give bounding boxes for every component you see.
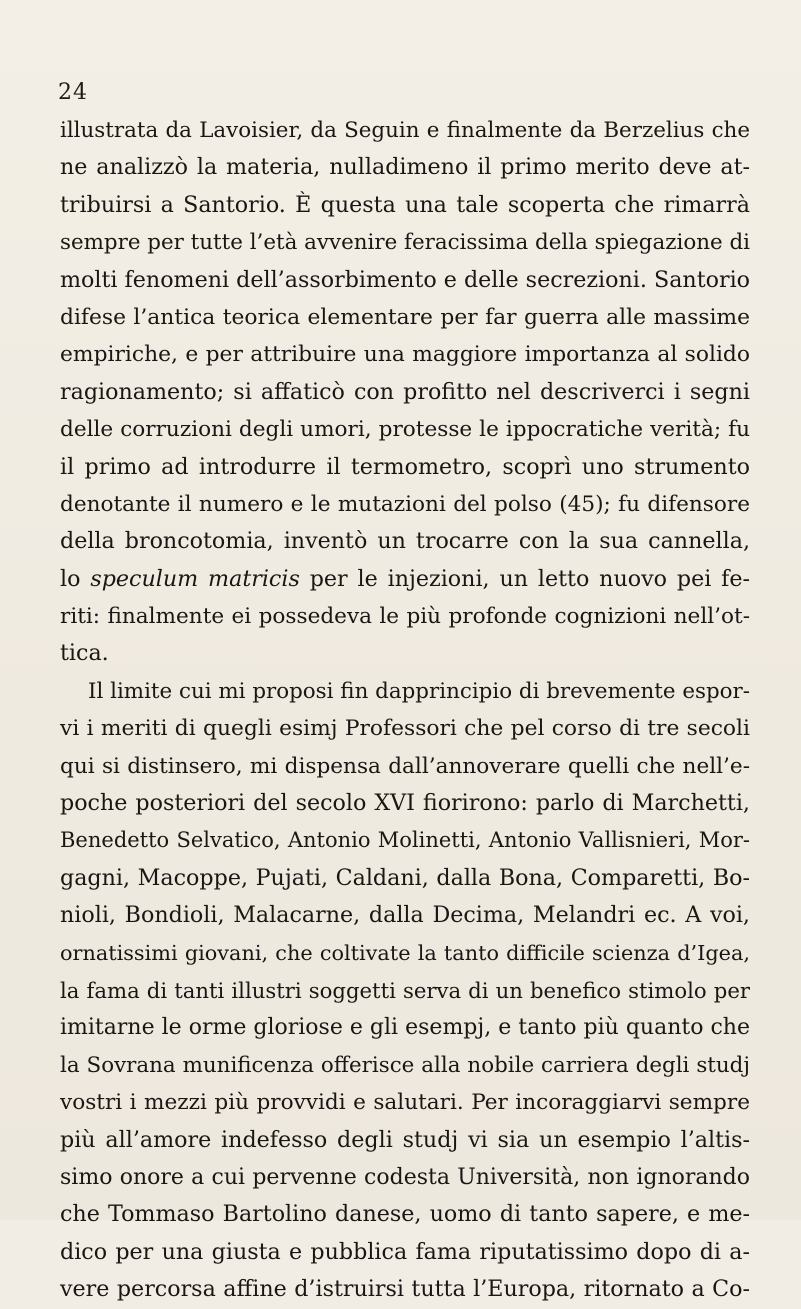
text-line: tribuirsi a Santorio. È questa una tale scoperta che rimarrà [60,191,750,218]
italic-latin-term: speculum matricis [90,565,300,592]
text-line: vi i meriti di quegli esimj Professori che pel corso di tre secoli [60,716,750,742]
text-line: tica. [60,640,109,667]
text-line: empiriche, e per attribuire una maggiore importanza al solido [60,342,750,368]
text-line: gagni, Macoppe, Pujati, Caldani, dalla Bona, Comparetti, Bo- [60,864,750,891]
text-line: riti: finalmente ei possedeva le più profonde cognizioni nell’ot- [60,604,750,630]
text-line: il primo ad introdurre il termometro, scoprì uno strumento [60,453,750,480]
text-segment: lo [60,565,91,592]
text-line: simo onore a cui pervenne codesta Università, non ignorando [60,1164,750,1190]
text-line: la Sovrana munificenza offerisce alla nobile carriera degli studj [60,1052,750,1078]
text-line: delle corruzioni degli umori, protesse le ippocratiche verità; fu [60,417,750,443]
text-line: vere percorsa affine d’istruirsi tutta l’Europa, ritornato a Co- [60,1276,750,1303]
text-line [60,561,750,598]
text-line: qui si distinsero, mi dispensa dall’annoverare quelli che nell’e- [60,753,750,779]
body-text [60,112,750,1309]
text-line: Benedetto Selvatico, Antonio Molinetti, Antonio Vallisnieri, Mor- [60,828,750,853]
text-line: ragionamento; si affaticò con profitto nel descriverci i segni [60,378,750,405]
text-line: la fama di tanti illustri soggetti serva di un benefico stimolo per [60,977,750,1003]
text-line: molti fenomeni dell’assorbimento e delle secrezioni. Santorio [60,266,751,293]
page-number: 24 [58,80,88,105]
text-line: più all’amore indefesso degli studj vi sia un esempio l’altis- [60,1126,750,1153]
text-line: poche posteriori del secolo XVI fiorirono: parlo di Marchetti, [60,790,750,817]
text-line: nioli, Bondioli, Malacarne, dalla Decima, Melandri ec. A voi, [60,902,750,929]
paragraph-first-line: Il limite cui mi proposi fin dapprincipio di brevemente espor- [88,678,750,704]
text-line: difese l’antica teorica elementare per far guerra alle massime [60,304,750,330]
text-line: vostri i mezzi più provvidi e salutari. Per incoraggiarvi sempre [60,1090,750,1116]
text-line: imitarne le orme gloriose e gli esempj, e tanto più quanto che [60,1015,750,1041]
text-line: ornatissimi giovani, che coltivate la tanto difficile scienza d’Igea, [60,940,750,965]
text-line: dico per una giusta e pubblica fama riputatissimo dopo di a- [60,1238,750,1265]
text-segment: per le injezioni, un letto nuovo pei fe- [299,565,750,592]
text-line: denotante il numero e le mutazioni del polso (45); fu difensore [60,491,750,517]
text-line: della broncotomia, inventò un trocarre con la sua cannella, [60,528,750,555]
text-line: illustrata da Lavoisier, da Seguin e finalmente da Berzelius che [60,118,750,143]
text-line: ne analizzò la materia, nulladimeno il primo merito deve at- [60,154,750,181]
text-line: sempre per tutte l’età avvenire feracissima della spiegazione di [60,230,750,256]
text-line: che Tommaso Bartolino danese, uomo di tanto sapere, e me- [60,1201,750,1228]
